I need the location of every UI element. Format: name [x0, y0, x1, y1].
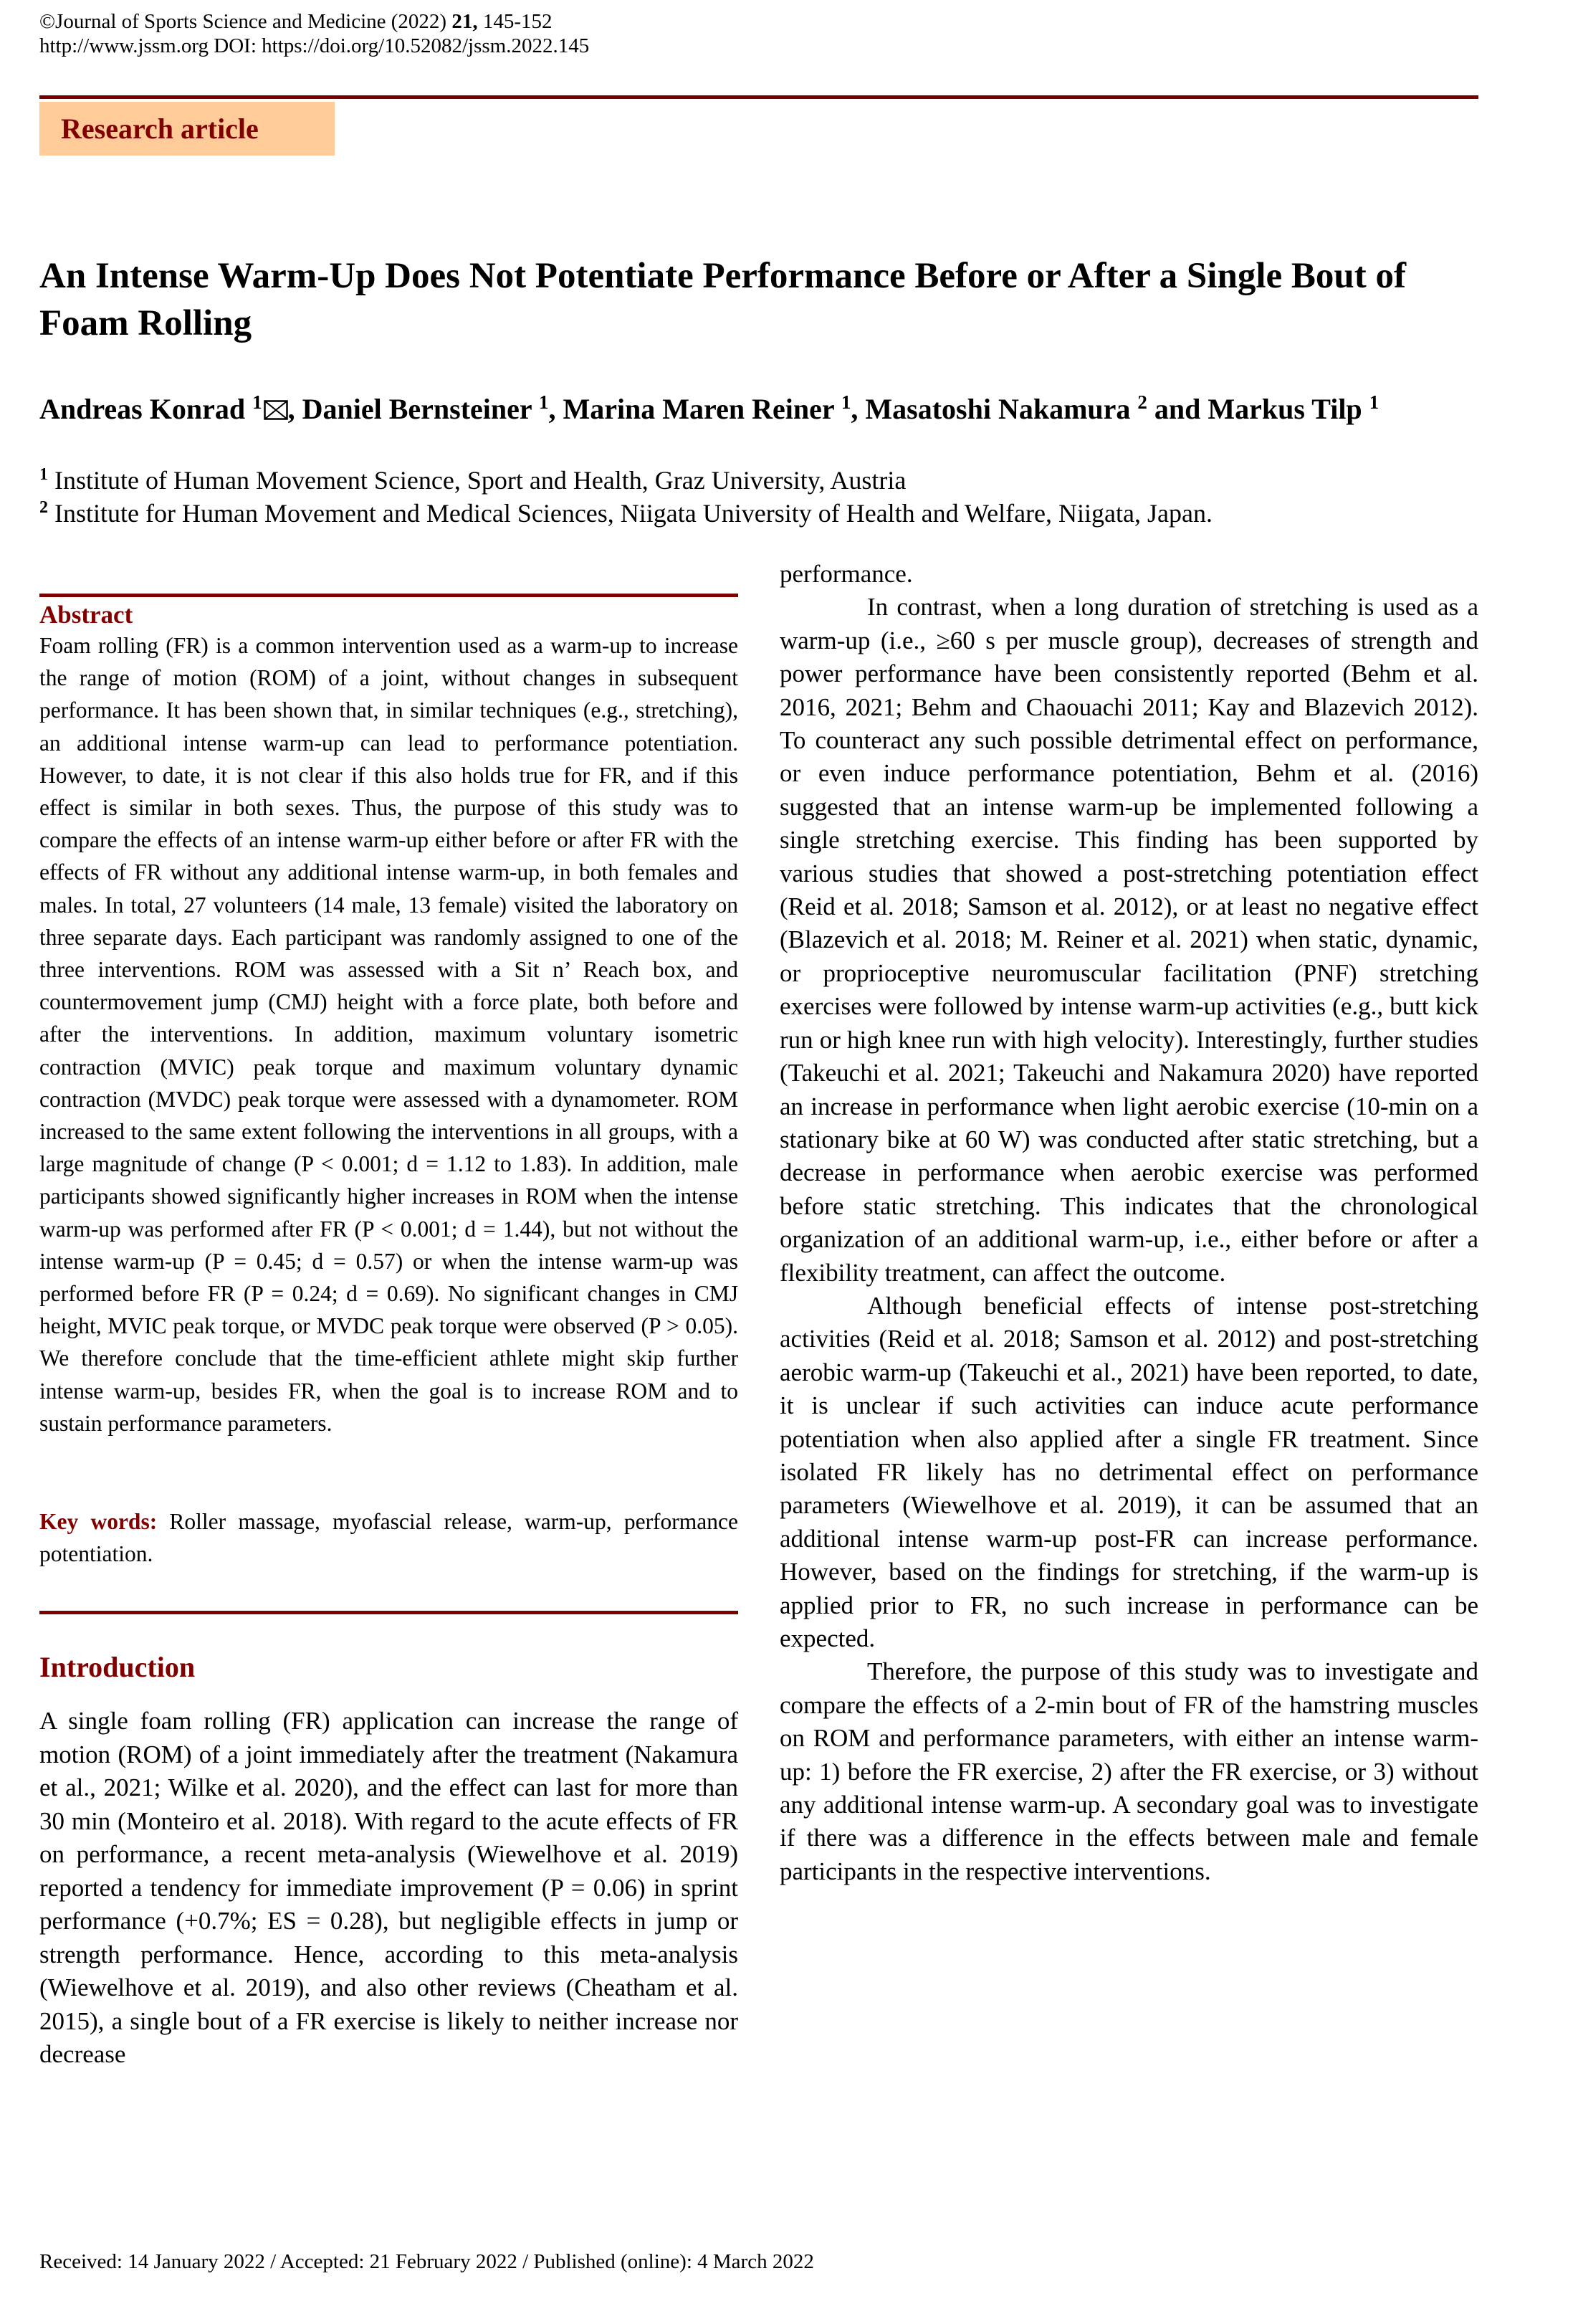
introduction-paragraph-1: A single foam rolling (FR) application can increase the range of motion (ROM) of a joint immediately after the treatment (Nakamura et al., 2021; Wilke et al. 2020), and the effect can last for more than 30 min (Monteiro et al. 2018). With regard to the acute effects of FR on performance, a recent meta-analysis (Wiewelhove et al. 2019) reported a tendency for immediate improvement (P = 0.06) in sprint performance (+0.7%; ES = 0.28), but negligible effects in jump or strength performance. Hence, according to this meta-analysis (Wiewelhove et al. 2019), and also other reviews (Cheatham et al. 2015), a single bout of a FR exercise is likely to neither increase nor decrease	[39, 1707, 738, 2068]
author[interactable]: Markus Tilp $^1$	[1208, 391, 1379, 425]
introduction-paragraph-4: Therefore, the purpose of this study was to investigate and compare the effects of a 2-min bout of FR of the hamstring muscles on ROM and performance parameters, with either an intense warm-up: 1) before the FR exercise, 2) after the FR exercise, or 3) without any additional intense warm-up. A secondary goal was to investigate if there was a difference in the effects between male and female participants in the respective interventions.	[780, 1657, 1478, 1885]
journal-name: ©Journal of Sports Science and Medicine (2022)	[39, 10, 452, 33]
doi-line[interactable]: http://www.jssm.org DOI: https://doi.org/10.52082/jssm.2022.145	[39, 34, 590, 57]
abstract-text: Foam rolling (FR) is a common intervention used as a warm-up to increase the range of motion (ROM) of a joint, without changes in subsequent performance. It has been shown that, in similar techniques (e.g., stretching), an additional intense warm-up can lead to performance potentiation. However, to date, it is not clear if this also holds true for FR, and if this effect is similar in both sexes. Thus, the purpose of this study was to compare the effects of an intense warm-up either before or after FR with the effects of FR without any additional intense warm-up, in both females and males. In total, 27 volunteers (14 male, 13 female) visited the laboratory on three separate days. Each participant was randomly assigned to one of the three interventions. ROM was assessed with a Sit n’ Reach box, and countermovement jump (CMJ) height with a force plate, both before and after the interventions. In addition, maximum voluntary isometric contraction (MVIC) peak torque and maximum voluntary dynamic contraction (MVDC) peak torque were assessed with a dynamometer. ROM increased to the same extent following the interventions in all groups, with a large magnitude of change (P < 0.001; d = 1.12 to 1.83). In addition, male participants showed significantly higher increases in ROM when the intense warm-up was performed after FR (P < 0.001; d = 1.44), but not without the intense warm-up (P = 0.45; d = 0.57) or when the intense warm-up was performed before FR (P = 0.24; d = 0.69). No significant changes in CMJ height, MVIC peak torque, or MVDC peak torque were observed (P > 0.05). We therefore conclude that the time-efficient athlete might skip further intense warm-up, besides FR, when the goal is to increase ROM and to sustain performance parameters.	[39, 633, 738, 1436]
article-type-badge	[39, 102, 335, 156]
author[interactable]: Andreas Konrad $^1$	[39, 393, 288, 425]
article-type-label: Research article	[61, 113, 259, 145]
introduction-paragraph-3: Although beneficial effects of intense post-stretching activities (Reid et al. 2018; Samson et al. 2012) and post-stretching aerobic warm-up (Takeuchi et al., 2021) have been reported, to date, it is unclear if such activities can induce acute performance potentiation when also applied after a single FR treatment. Since isolated FR likely has no detrimental effect on performance parameters (Wiewelhove et al. 2019), it can be assumed that an additional intense warm-up post-FR can increase performance. However, based on the findings for stretching, if the warm-up is applied prior to FR, no such increase in performance can be expected.	[780, 1291, 1478, 1652]
right-column	[780, 558, 1478, 1888]
keywords-label: Key words:	[39, 1509, 158, 1534]
author[interactable]: Masatoshi Nakamura $^2$	[865, 391, 1147, 425]
publication-dates: Received: 14 January 2022 / Accepted: 21 February 2022 / Published (online): 4 March 2022	[39, 2250, 814, 2273]
abstract-bottom-rule	[39, 1611, 738, 1614]
introduction-heading: Introduction	[39, 1651, 196, 1683]
header-rule	[39, 95, 1478, 99]
author-list: Andreas Konrad $^1$ , Daniel Bernsteiner $^1$, Marina Maren Reiner $^1$, Masatoshi Nakamura $^2$ and Markus Tilp $^1$	[39, 391, 1379, 425]
abstract-top-rule	[39, 594, 738, 597]
journal-volume: 21,	[451, 10, 478, 33]
introduction-continuation: performance.	[780, 560, 913, 588]
journal-citation	[39, 10, 553, 34]
envelope-icon[interactable]	[264, 400, 288, 420]
affiliation-2: $^2$ Institute for Human Movement and Medical Sciences, Niigata University of Health and Welfare, Niigata, Japan.	[39, 498, 1213, 528]
author[interactable]: Daniel Bernsteiner $^1$	[302, 391, 549, 425]
journal-pages: 145-152	[477, 10, 553, 33]
affiliation-1: $^1$ Institute of Human Movement Science, Sport and Health, Graz University, Austria	[39, 465, 907, 495]
introduction-paragraph-2: In contrast, when a long duration of stretching is used as a warm-up (i.e., ≥60 s per muscle group), decreases of strength and power performance have been consistently reported (Behm et al. 2016, 2021; Behm and Chaouachi 2011; Kay and Blazevich 2012). To counteract any such possible detrimental effect on performance, or even induce performance potentiation, Behm et al. (2016) suggested that an intense warm-up be implemented following a single stretching exercise. This finding has been supported by various studies that showed a post-stretching potentiation effect (Reid et al. 2018; Samson et al. 2012), or at least no negative effect (Blazevich et al. 2018; M. Reiner et al. 2021) when static, dynamic, or proprioceptive neuromuscular facilitation (PNF) stretching exercises were followed by intense warm-up activities (e.g., butt kick run or high knee run with high velocity). Interestingly, further studies (Takeuchi et al. 2021; Takeuchi and Nakamura 2020) have reported an increase in performance when light aerobic exercise (10-min on a stationary bike at 60 W) was conducted after static stretching, but a decrease in performance when aerobic exercise was performed before static stretching. This indicates that the chronological organization of an additional warm-up, i.e., either before or after a flexibility treatment, can affect the outcome.	[780, 593, 1478, 1287]
keywords	[39, 1505, 738, 1570]
keywords-text: Roller massage, myofascial release, warm-up, performance potentiation.	[39, 1509, 738, 1567]
paper-title: An Intense Warm-Up Does Not Potentiate Performance Before or After a Single Bout of Foam Rolling	[39, 256, 1406, 343]
author[interactable]: Marina Maren Reiner $^1$	[563, 391, 851, 425]
abstract-heading: Abstract	[39, 601, 133, 629]
